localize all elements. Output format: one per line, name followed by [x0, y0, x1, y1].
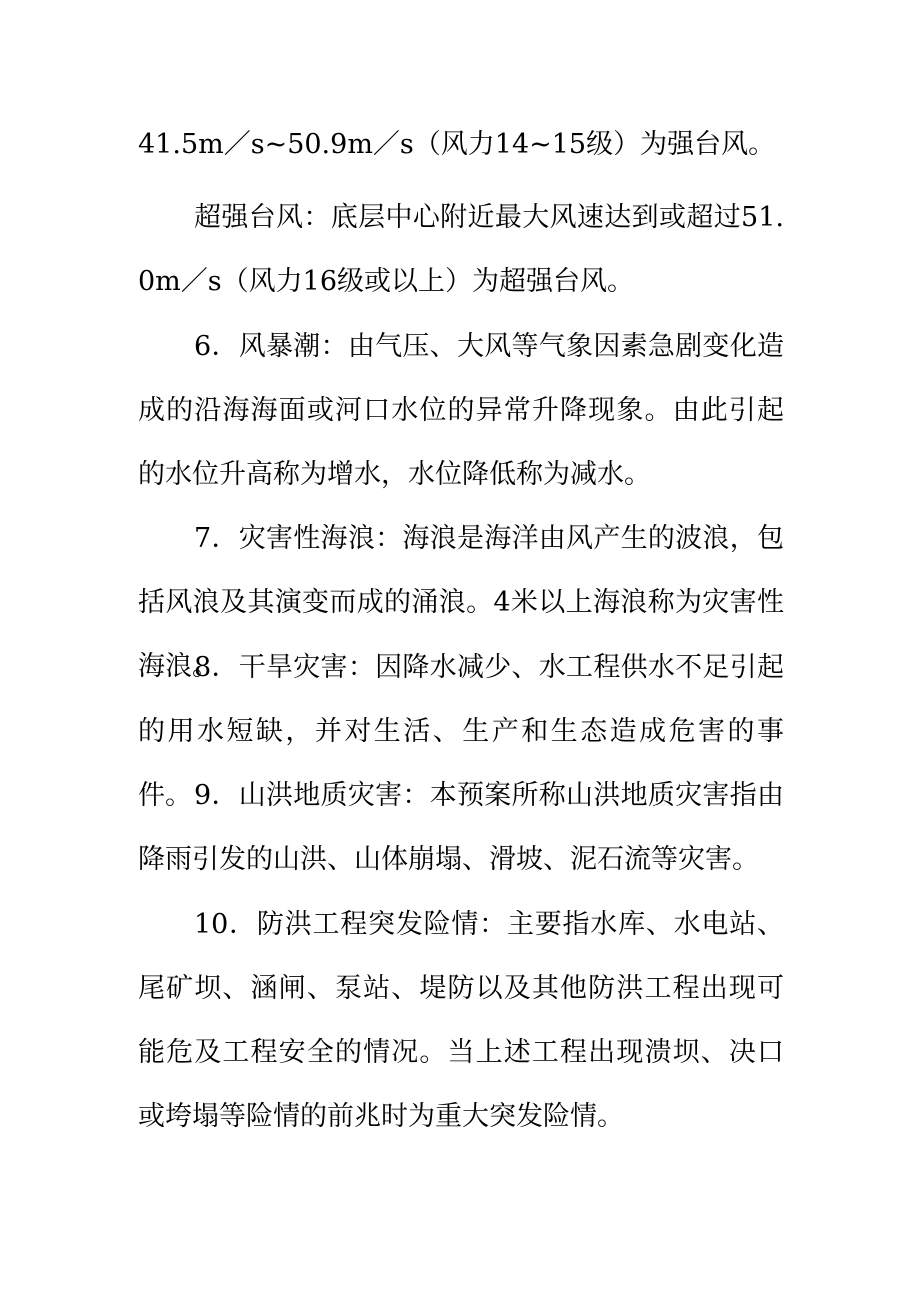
- paragraph-super-typhoon: 超强台风：底层中心附近最大风速达到或超过51.0m／s（风力16级或以上）为超强台风。: [138, 202, 784, 297]
- paragraph-flood-control-emergency: 10．防洪工程突发险情：主要指水库、水电站、尾矿坝、涵闸、泵站、堤防以及其他防洪工程出现可能危及工程安全的情况。当上述工程出现溃坝、决口或垮塌等险情的前兆时为重大突发险情。: [138, 909, 784, 1132]
- paragraph-strong-typhoon-tail: 41.5m／s~50.9m／s（风力14~15级）为强台风。: [138, 129, 776, 160]
- paragraph-mountain-flood: 9．山洪地质灾害：本预案所称山洪地质灾害指由降雨引发的山洪、山体崩塌、滑坡、泥石流等灾害。: [138, 780, 784, 875]
- paragraph-disastrous-waves: 7．灾害性海浪：海浪是海洋由风产生的波浪，包括风浪及其演变而成的涌浪。4米以上海浪称为灾害性海浪。: [138, 523, 784, 682]
- paragraph-storm-surge: 6．风暴潮：由气压、大风等气象因素急剧变化造成的沿海海面或河口水位的异常升降现象。由此引起的水位升高称为增水，水位降低称为减水。: [138, 331, 784, 490]
- paragraph-drought: 8．干旱灾害：因降水减少、水工程供水不足引起的用水短缺，并对生活、生产和生态造成危害的事件。: [138, 652, 784, 811]
